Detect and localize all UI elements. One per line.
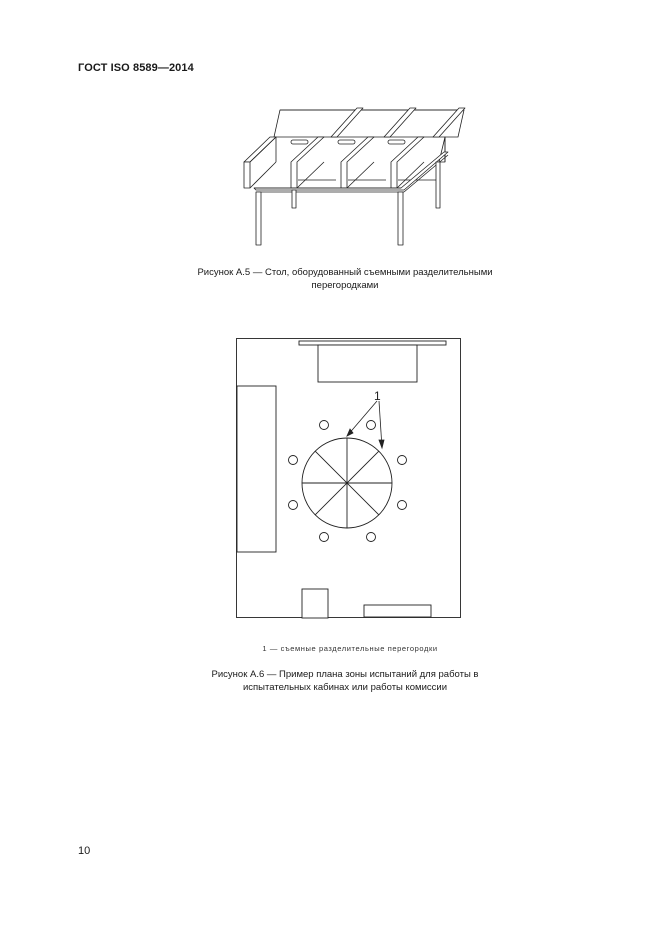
figure-a5-caption-line1: Рисунок А.5 — Стол, оборудованный съемными разделительными [197,267,493,278]
figure-a6-legend: 1 — съемные разделительные перегородки [262,644,438,653]
document-header: ГОСТ ISO 8589—2014 [78,62,194,74]
top-board [299,341,446,345]
figure-a5-table-drawing [236,100,466,250]
bottom-bench [364,605,431,617]
figure-a6-plan-drawing [236,338,462,620]
page-number: 10 [78,845,91,857]
figure-a5-caption-line2: перегородками [311,280,379,291]
left-counter [237,386,276,552]
round-table [302,438,392,528]
figure-a6-caption-line1: Рисунок А.6 — Пример плана зоны испытаний для работы в [211,669,479,680]
figure-a6-caption-line2: испытательных кабинах или работы комиссии [242,682,448,693]
callout-number: 1 [374,389,381,403]
figure-a6-caption [130,668,560,694]
bottom-box [302,589,328,618]
figure-a5-caption [130,266,560,292]
top-cabinet [318,345,417,382]
